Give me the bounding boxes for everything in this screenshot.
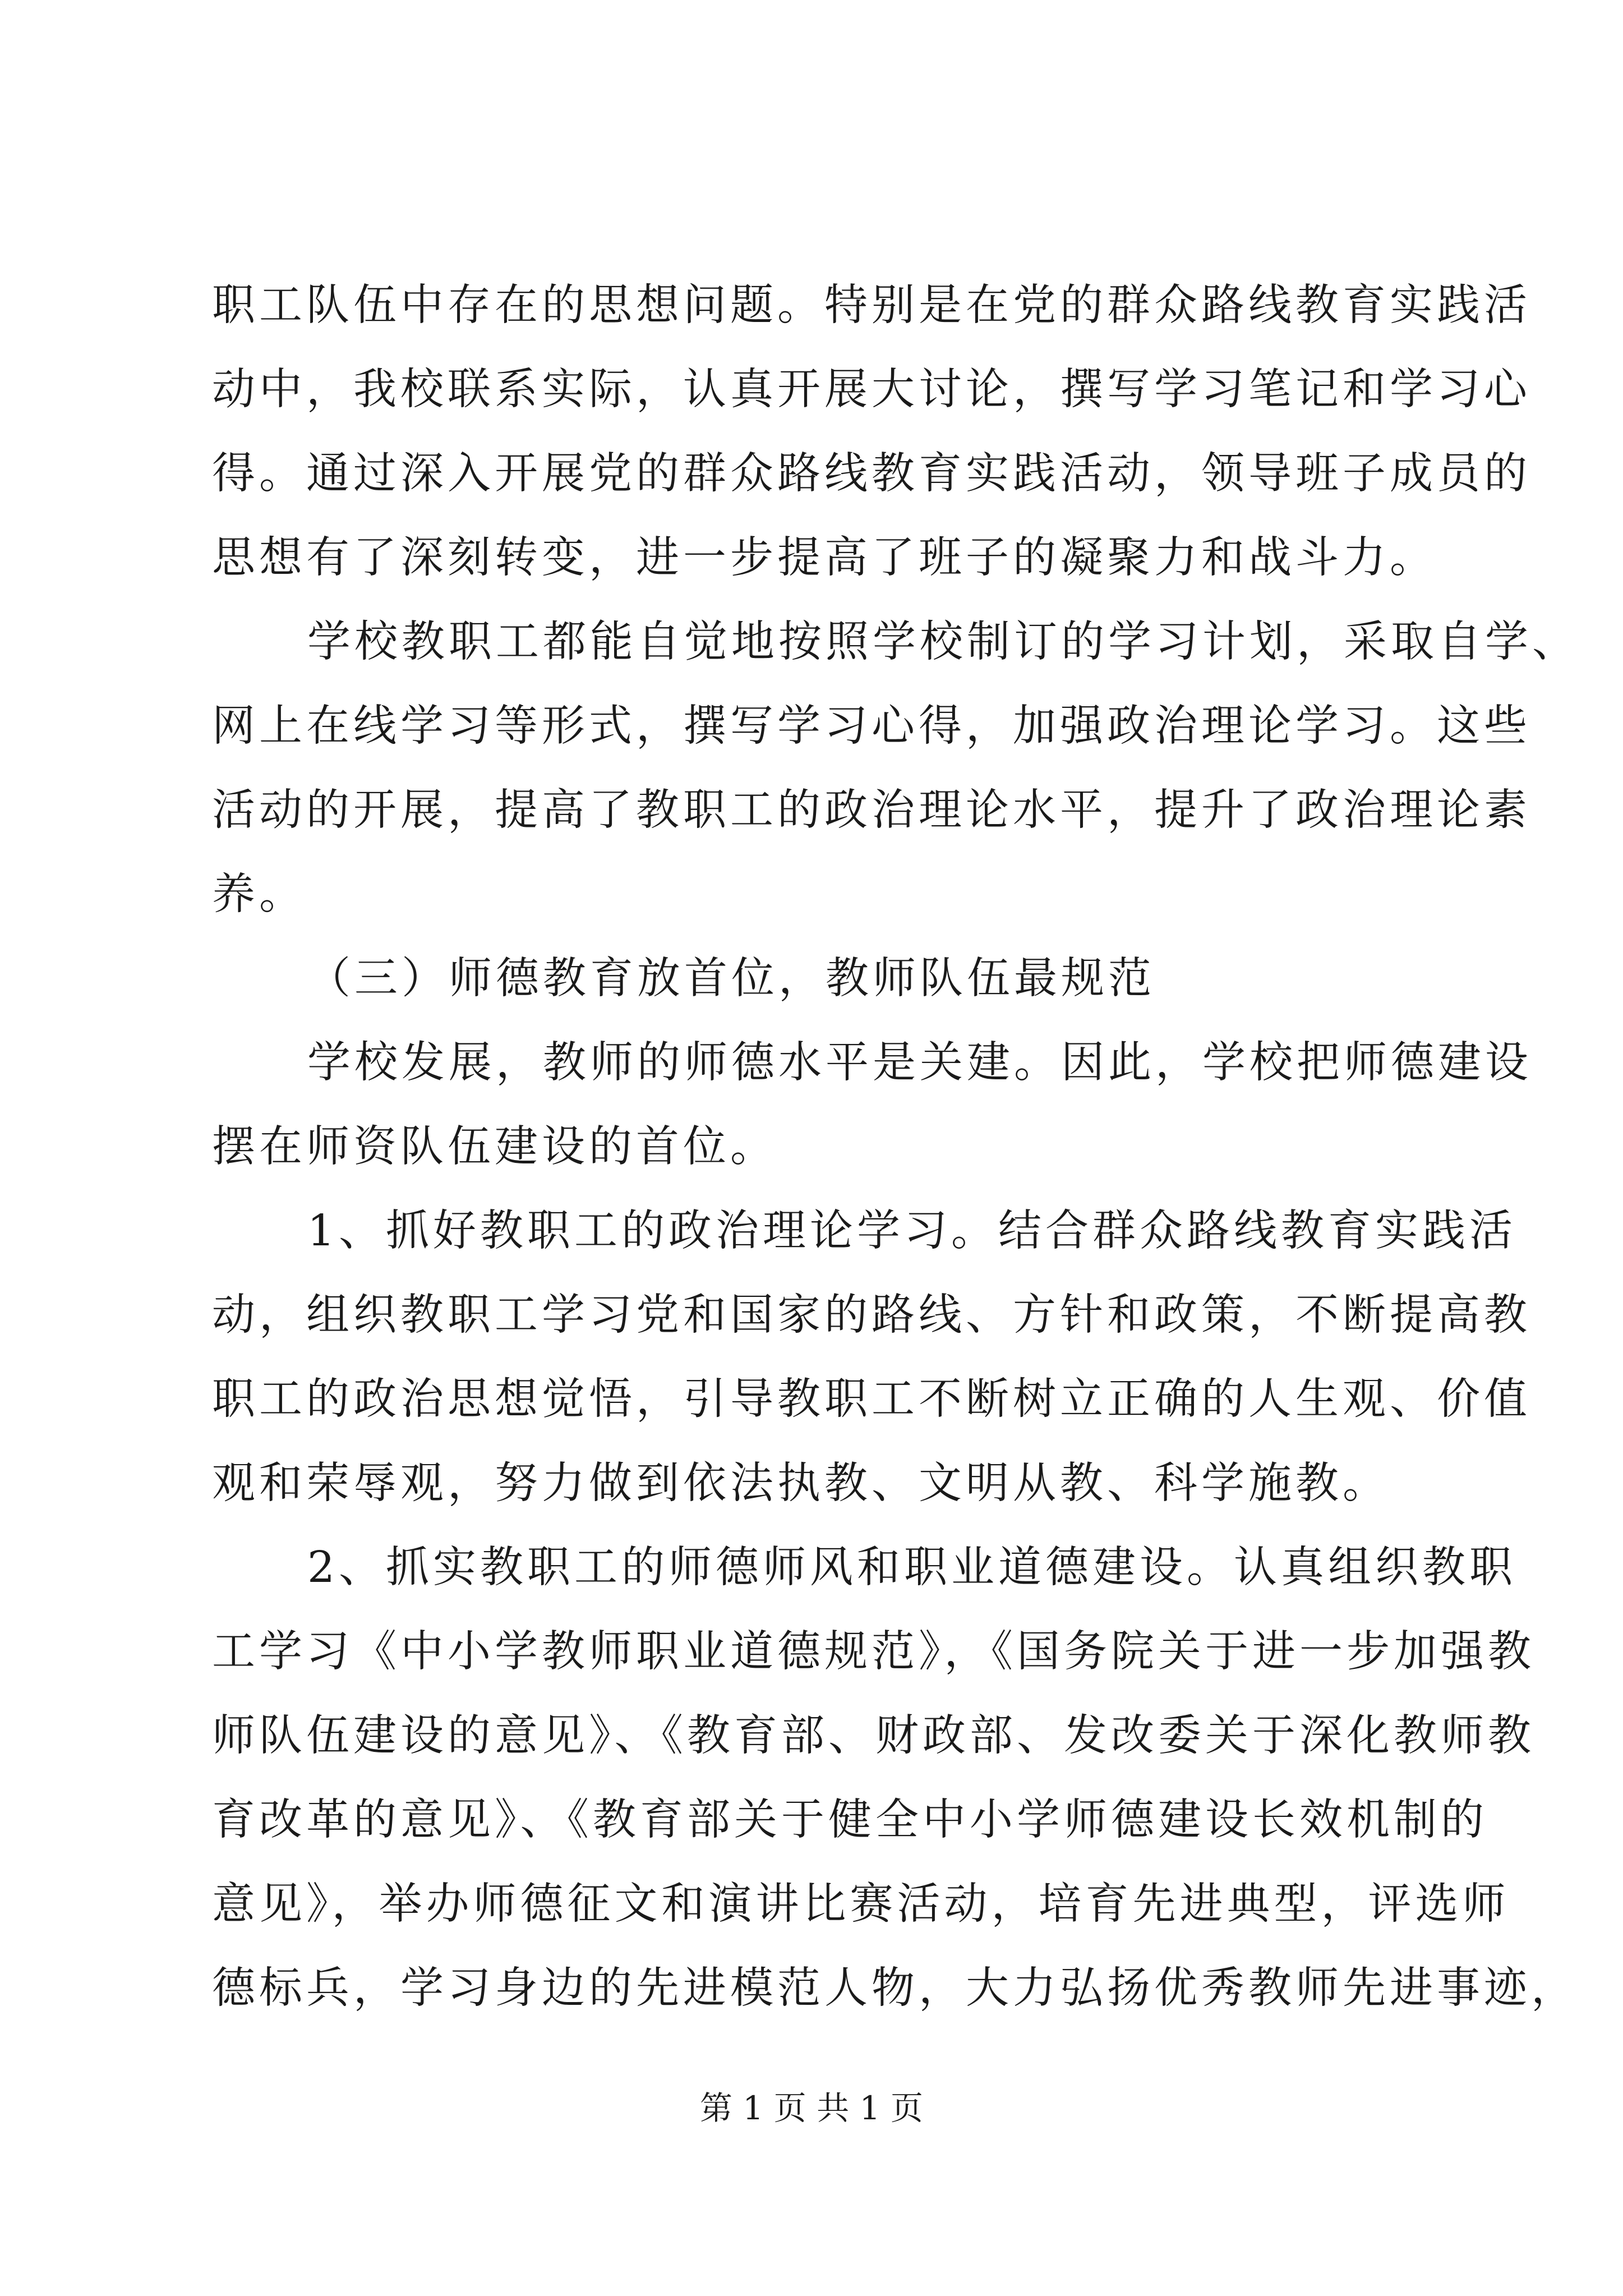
text-line: 观和荣辱观，努力做到依法执教、文明从教、科学施教。 bbox=[212, 1458, 1390, 1508]
page-footer: 第 1 页 共 1 页 bbox=[700, 2089, 923, 2127]
paragraph-start-line: 1、抓好教职工的政治理论学习。结合群众路线教育实践活 bbox=[307, 1206, 1516, 1256]
text-line: 养。 bbox=[212, 869, 306, 919]
text-line: 动，组织教职工学习党和国家的路线、方针和政策，不断提高教 bbox=[212, 1290, 1531, 1340]
paragraph-start-line: 学校发展，教师的师德水平是关建。因此，学校把师德建设 bbox=[307, 1038, 1532, 1088]
text-line: 职工队伍中存在的思想问题。特别是在党的群众路线教育实践活 bbox=[212, 280, 1531, 330]
text-line: 摆在师资队伍建设的首位。 bbox=[212, 1122, 777, 1172]
text-line: 动中，我校联系实际，认真开展大讨论，撰写学习笔记和学习心 bbox=[212, 365, 1531, 415]
text-line: 网上在线学习等形式，撰写学习心得，加强政治理论学习。这些 bbox=[212, 701, 1531, 751]
text-line: 得。通过深入开展党的群众路线教育实践活动，领导班子成员的 bbox=[212, 449, 1531, 499]
text-line: 工学习《中小学教师职业道德规范》，《国务院关于进一步加强教 bbox=[212, 1627, 1535, 1677]
text-line: 活动的开展，提高了教职工的政治理论水平，提升了政治理论素 bbox=[212, 785, 1531, 835]
section-heading: （三）师德教育放首位，教师队伍最规范 bbox=[307, 954, 1155, 1004]
text-line: 职工的政治思想觉悟，引导教职工不断树立正确的人生观、价值 bbox=[212, 1374, 1531, 1424]
text-line: 师队伍建设的意见》、《教育部、财政部、发改委关于深化教师教 bbox=[212, 1711, 1535, 1761]
text-line: 意见》，举办师德征文和演讲比赛活动，培育先进典型，评选师 bbox=[212, 1879, 1510, 1929]
text-line: 思想有了深刻转变，进一步提高了班子的凝聚力和战斗力。 bbox=[212, 533, 1437, 583]
paragraph-start-line: 学校教职工都能自觉地按照学校制订的学习计划，采取自学、 bbox=[307, 617, 1579, 667]
text-line: 育改革的意见》、《教育部关于健全中小学师德建设长效机制的 bbox=[212, 1795, 1488, 1845]
paragraph-start-line: 2、抓实教职工的师德师风和职业道德建设。认真组织教职 bbox=[307, 1543, 1516, 1593]
text-line: 德标兵，学习身边的先进模范人物，大力弘扬优秀教师先进事迹， bbox=[212, 1963, 1578, 2013]
